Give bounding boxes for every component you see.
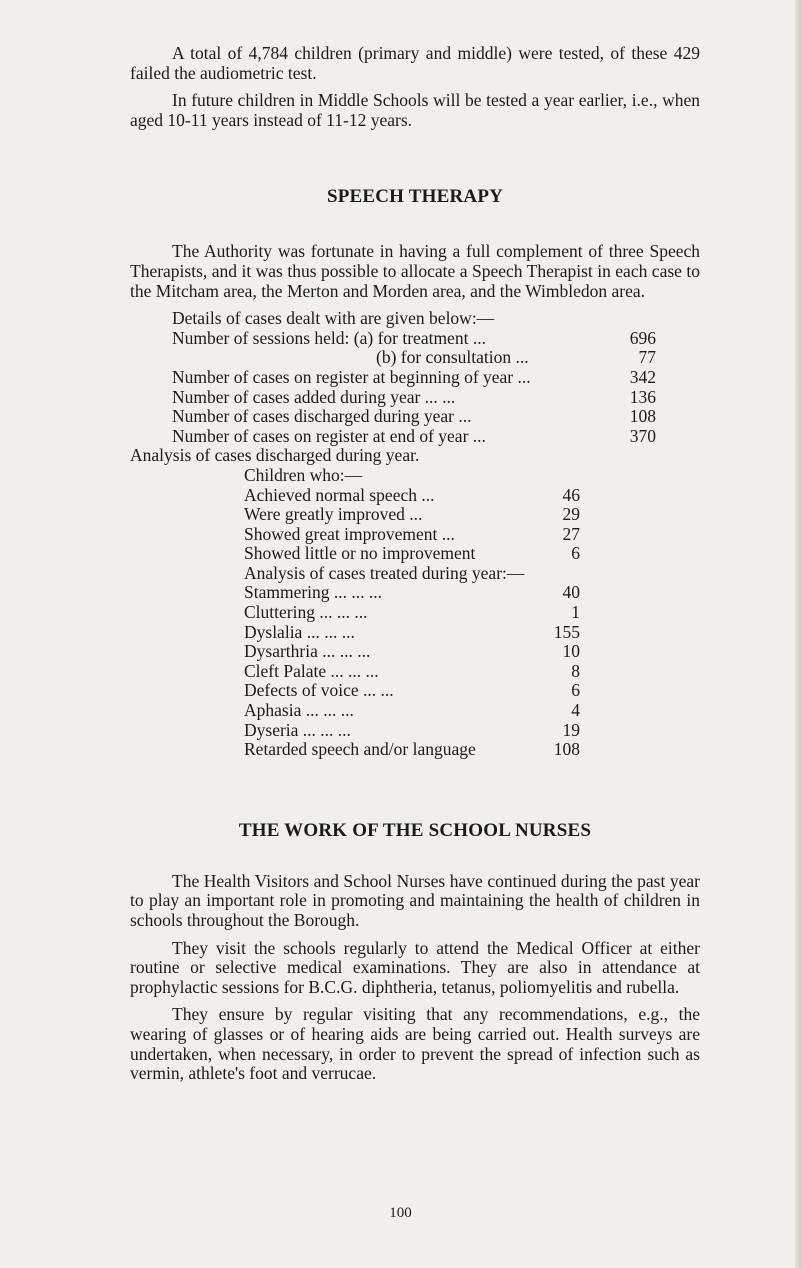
- nurses-paragraph-1: The Health Visitors and School Nurses have continued during the past year to play an important role in promoting and maintaining the health of children in schools throughout the Borough.: [130, 870, 700, 930]
- treated-label: Defects of voice ... ...: [244, 680, 394, 701]
- treated-row: [244, 623, 580, 643]
- treated-label: Cleft Palate ... ... ...: [244, 660, 379, 681]
- details-value: 342: [629, 366, 656, 387]
- children-label: Were greatly improved ...: [244, 504, 423, 525]
- treated-row: [244, 701, 580, 721]
- children-value: 6: [571, 543, 580, 564]
- children-row: [244, 486, 580, 506]
- children-row: [244, 525, 580, 545]
- children-table: [244, 466, 580, 760]
- details-label: Number of cases on register at beginning of year ...: [172, 366, 531, 387]
- children-value: 29: [562, 504, 580, 525]
- details-value: 696: [629, 327, 656, 348]
- page-edge: [795, 0, 801, 1268]
- details-row: [172, 407, 656, 427]
- treated-value: 108: [553, 739, 580, 760]
- treated-value: 10: [562, 641, 580, 662]
- details-row: [172, 329, 656, 349]
- treated-label: Dysarthria ... ... ...: [244, 641, 371, 662]
- details-label: Number of sessions held: (a) for treatment ...: [172, 327, 486, 348]
- details-row: [172, 427, 656, 447]
- children-row: [244, 544, 580, 564]
- details-row: [172, 368, 656, 388]
- treated-value: 1: [571, 602, 580, 623]
- page-content: [130, 44, 700, 1084]
- treated-label: Cluttering ... ... ...: [244, 602, 368, 623]
- details-row: [172, 348, 656, 368]
- treated-label: Dyslalia ... ... ...: [244, 621, 355, 642]
- intro-paragraph-2: In future children in Middle Schools will be tested a year earlier, i.e., when aged 10-11 years instead of 11-12 years.: [130, 90, 700, 130]
- children-label: Showed great improvement ...: [244, 523, 455, 544]
- nurses-paragraph-3: They ensure by regular visiting that any recommendations, e.g., the wearing of glasses or of hearing aids are being carried out. Health surveys are undertaken, when necessary, in order to prevent the spread of infection such as vermin, athlete's foot and verrucae.: [130, 1004, 700, 1084]
- treated-label: Retarded speech and/or language: [244, 739, 476, 760]
- children-intro: Children who:—: [244, 464, 363, 485]
- children-label: Showed little or no improvement: [244, 543, 476, 564]
- page-number: 100: [389, 1205, 412, 1221]
- details-value: 136: [629, 386, 656, 407]
- analysis-heading: Analysis of cases discharged during year.: [130, 445, 420, 466]
- children-value: 27: [562, 523, 580, 544]
- details-value: 77: [638, 347, 656, 368]
- treated-label: Stammering ... ... ...: [244, 582, 383, 603]
- details-label: Number of cases discharged during year ...: [172, 406, 472, 427]
- treated-value: 6: [571, 680, 580, 701]
- children-row: [244, 505, 580, 525]
- details-label: (b) for consultation ...: [376, 347, 529, 368]
- details-row: [172, 388, 656, 408]
- details-intro: Details of cases dealt with are given below:—: [172, 308, 495, 329]
- intro-paragraph-1: A total of 4,784 children (primary and middle) were tested, of these 429 failed the audiometric test.: [130, 43, 700, 83]
- children-value: 46: [562, 484, 580, 505]
- treated-row: [244, 681, 580, 701]
- details-value: 370: [629, 425, 656, 446]
- treated-value: 4: [571, 700, 580, 721]
- speech-therapy-heading: SPEECH THERAPY: [326, 186, 504, 208]
- treated-row: [244, 603, 580, 623]
- details-label: Number of cases on register at end of year ...: [172, 425, 486, 446]
- treated-row: [244, 721, 580, 741]
- details-label: Number of cases added during year ... ...: [172, 386, 456, 407]
- treated-value: 40: [562, 582, 580, 603]
- treated-label: Aphasia ... ... ...: [244, 700, 354, 721]
- details-table: [172, 329, 656, 447]
- treated-intro: Analysis of cases treated during year:—: [244, 562, 525, 583]
- treated-row: [244, 583, 580, 603]
- details-value: 108: [629, 406, 656, 427]
- treated-value: 155: [553, 621, 580, 642]
- speech-paragraph-1: The Authority was fortunate in having a full complement of three Speech Therapists, and it was thus possible to allocate a Speech Therapist in each case to the Mitcham area, the Merton and Morden area, and the Wimbledon area.: [130, 241, 700, 301]
- treated-value: 8: [571, 660, 580, 681]
- treated-row: [244, 740, 580, 760]
- children-label: Achieved normal speech ...: [244, 484, 435, 505]
- treated-value: 19: [562, 719, 580, 740]
- treated-row: [244, 642, 580, 662]
- nurses-paragraph-2: They visit the schools regularly to attend the Medical Officer at either routine or selective medical examinations. They are also in attendance at prophylactic sessions for B.C.G. diphtheria, tetanus, poliomyelitis and rubella.: [130, 937, 700, 997]
- treated-row: [244, 662, 580, 682]
- treated-label: Dyseria ... ... ...: [244, 719, 351, 740]
- school-nurses-heading: THE WORK OF THE SCHOOL NURSES: [238, 819, 592, 841]
